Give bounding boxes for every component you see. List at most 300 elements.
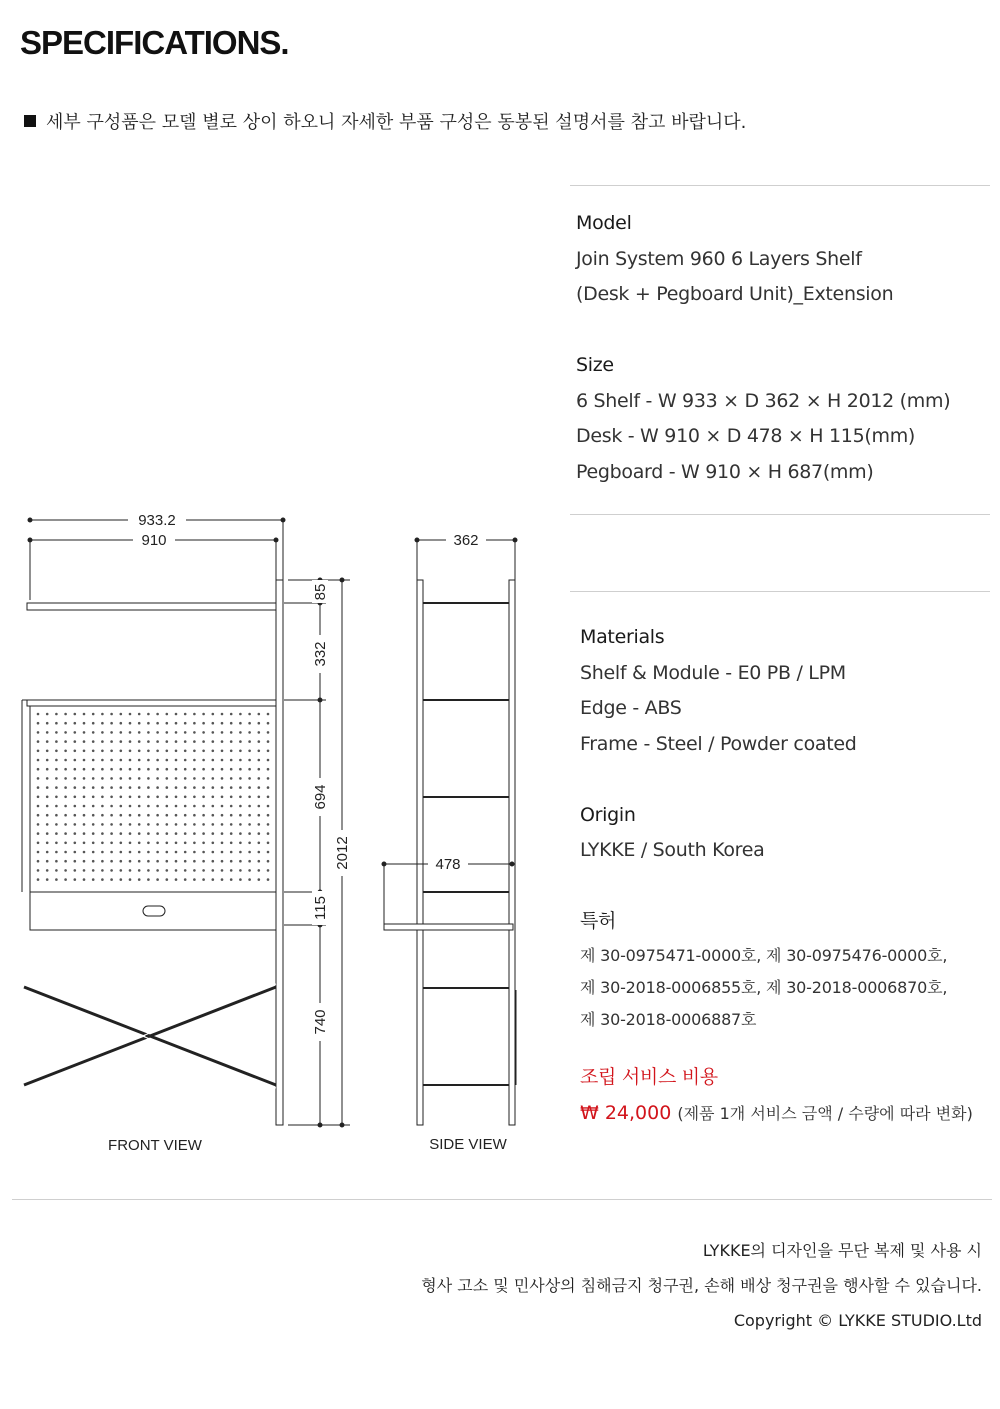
dim-shelf-gap: 332: [312, 641, 329, 667]
pegboard-hole: [156, 814, 159, 817]
pegboard-hole: [46, 731, 49, 734]
pegboard-hole: [230, 860, 233, 863]
pegboard-hole: [37, 823, 40, 826]
pegboard-hole: [212, 860, 215, 863]
pegboard-hole: [230, 823, 233, 826]
pegboard-hole: [46, 814, 49, 817]
pegboard-hole: [37, 832, 40, 835]
pegboard-hole: [120, 740, 123, 743]
pegboard-hole: [55, 805, 58, 808]
pegboard-hole: [147, 740, 150, 743]
pegboard-hole: [230, 740, 233, 743]
pegboard-hole: [202, 832, 205, 835]
pegboard-hole: [156, 740, 159, 743]
pegboard-hole: [202, 878, 205, 881]
pegboard-hole: [221, 768, 224, 771]
pegboard-hole: [202, 777, 205, 780]
pegboard-hole: [55, 878, 58, 881]
pegboard-hole: [83, 731, 86, 734]
pegboard-hole: [46, 777, 49, 780]
pegboard-hole: [193, 750, 196, 753]
divider: [570, 514, 990, 515]
pegboard-hole: [212, 878, 215, 881]
pegboard-hole: [129, 722, 132, 725]
pegboard-hole: [120, 869, 123, 872]
pegboard-hole: [221, 823, 224, 826]
pegboard-hole: [258, 759, 261, 762]
pegboard-hole: [156, 805, 159, 808]
pegboard-hole: [64, 860, 67, 863]
pegboard-hole: [120, 777, 123, 780]
pegboard-hole: [64, 869, 67, 872]
pegboard-hole: [92, 768, 95, 771]
pegboard-hole: [55, 832, 58, 835]
pegboard-hole: [193, 768, 196, 771]
pegboard-hole: [230, 878, 233, 881]
pegboard-hole: [37, 842, 40, 845]
pegboard-hole: [248, 823, 251, 826]
pegboard-hole: [64, 814, 67, 817]
pegboard-hole: [110, 768, 113, 771]
pegboard-hole: [166, 814, 169, 817]
pegboard-hole: [83, 823, 86, 826]
pegboard-hole: [193, 842, 196, 845]
pegboard-hole: [184, 842, 187, 845]
pegboard-hole: [184, 832, 187, 835]
pegboard-hole: [267, 878, 270, 881]
pegboard-hole: [221, 878, 224, 881]
pegboard-hole: [166, 713, 169, 716]
pegboard-hole: [101, 777, 104, 780]
dim-desk-depth: 478: [435, 856, 461, 873]
pegboard-hole: [129, 823, 132, 826]
page-title: SPECIFICATIONS.: [20, 24, 289, 61]
pegboard-hole: [83, 878, 86, 881]
pegboard-hole: [156, 860, 159, 863]
pegboard-hole: [46, 851, 49, 854]
pegboard-hole: [147, 851, 150, 854]
pegboard-hole: [129, 731, 132, 734]
pegboard-hole: [202, 768, 205, 771]
pegboard-hole: [101, 851, 104, 854]
pegboard-hole: [193, 759, 196, 762]
pegboard-hole: [221, 860, 224, 863]
pegboard-hole: [184, 805, 187, 808]
pegboard-hole: [147, 768, 150, 771]
pegboard-hole: [202, 722, 205, 725]
pegboard-hole: [37, 860, 40, 863]
pegboard-hole: [156, 823, 159, 826]
pegboard-hole: [230, 832, 233, 835]
pegboard-hole: [212, 777, 215, 780]
pegboard-hole: [120, 786, 123, 789]
pegboard-hole: [101, 814, 104, 817]
pegboard-hole: [221, 851, 224, 854]
pegboard-hole: [212, 823, 215, 826]
pegboard-hole: [175, 731, 178, 734]
pegboard-hole: [138, 823, 141, 826]
pegboard-hole: [258, 832, 261, 835]
pegboard-hole: [202, 740, 205, 743]
pegboard-hole: [202, 759, 205, 762]
pegboard-hole: [239, 814, 242, 817]
pegboard-hole: [147, 750, 150, 753]
pegboard-hole: [74, 759, 77, 762]
pegboard-hole: [92, 713, 95, 716]
pegboard-hole: [166, 731, 169, 734]
pegboard-hole: [248, 814, 251, 817]
pegboard-hole: [230, 722, 233, 725]
pegboard-hole: [92, 731, 95, 734]
technical-drawing: [0, 500, 560, 1170]
pegboard-hole: [138, 750, 141, 753]
pegboard-hole: [120, 722, 123, 725]
pegboard-hole: [138, 805, 141, 808]
pegboard-hole: [184, 869, 187, 872]
pegboard-hole: [239, 740, 242, 743]
pegboard-hole: [83, 722, 86, 725]
pegboard-hole: [92, 860, 95, 863]
pegboard-hole: [175, 842, 178, 845]
pegboard-hole: [193, 786, 196, 789]
pegboard-hole: [37, 740, 40, 743]
pegboard-hole: [239, 860, 242, 863]
pegboard-hole: [184, 796, 187, 799]
pegboard-hole: [202, 869, 205, 872]
pegboard-hole: [166, 768, 169, 771]
pegboard-hole: [175, 740, 178, 743]
pegboard-hole: [230, 768, 233, 771]
pegboard-hole: [64, 722, 67, 725]
pegboard-hole: [156, 713, 159, 716]
pegboard-hole: [248, 842, 251, 845]
divider: [570, 185, 990, 186]
pegboard-hole: [202, 786, 205, 789]
pegboard-hole: [74, 832, 77, 835]
pegboard-hole: [46, 722, 49, 725]
service-price: ₩ 24,000: [580, 1102, 672, 1124]
pegboard-hole: [184, 860, 187, 863]
pegboard-hole: [55, 851, 58, 854]
pegboard-hole: [37, 722, 40, 725]
pegboard-hole: [129, 832, 132, 835]
pegboard-hole: [37, 851, 40, 854]
pegboard-hole: [248, 786, 251, 789]
pegboard-hole: [212, 740, 215, 743]
pegboard-hole: [46, 786, 49, 789]
square-bullet-icon: [24, 115, 36, 127]
pegboard-hole: [55, 823, 58, 826]
pegboard-hole: [120, 713, 123, 716]
pegboard-hole: [101, 860, 104, 863]
pegboard-hole: [221, 796, 224, 799]
pegboard-hole: [147, 786, 150, 789]
pegboard-hole: [74, 740, 77, 743]
footer-line: LYKKE의 디자인을 무단 복제 및 사용 시: [702, 1241, 982, 1260]
pegboard-hole: [129, 805, 132, 808]
pegboard-hole: [175, 750, 178, 753]
pegboard-hole: [202, 750, 205, 753]
materials-line: Shelf & Module - E0 PB / LPM: [580, 661, 846, 684]
pegboard-hole: [147, 722, 150, 725]
pegboard-hole: [120, 814, 123, 817]
service-heading: 조립 서비스 비용: [580, 1065, 718, 1088]
pegboard-hole: [92, 722, 95, 725]
pegboard-hole: [101, 878, 104, 881]
pegboard-hole: [258, 768, 261, 771]
pegboard-hole: [64, 832, 67, 835]
pegboard-hole: [92, 832, 95, 835]
pegboard-hole: [248, 750, 251, 753]
pegboard-hole: [156, 851, 159, 854]
dim-depth: 362: [453, 532, 479, 549]
pegboard-hole: [129, 713, 132, 716]
pegboard-hole: [92, 777, 95, 780]
pegboard-hole: [138, 832, 141, 835]
pegboard-hole: [83, 814, 86, 817]
pegboard-hole: [129, 786, 132, 789]
pegboard-hole: [101, 842, 104, 845]
pegboard-hole: [166, 842, 169, 845]
pegboard-hole: [110, 878, 113, 881]
pegboard-hole: [101, 786, 104, 789]
pegboard-hole: [175, 713, 178, 716]
pegboard-hole: [212, 759, 215, 762]
patent-line: 제 30-2018-0006855호, 제 30-2018-0006870호,: [580, 977, 948, 997]
pegboard-hole: [120, 851, 123, 854]
pegboard-hole: [202, 823, 205, 826]
pegboard-hole: [74, 805, 77, 808]
footer-notice: [421, 1233, 982, 1338]
pegboard-hole: [55, 768, 58, 771]
pegboard-hole: [83, 832, 86, 835]
pegboard-hole: [258, 869, 261, 872]
pegboard-hole: [212, 750, 215, 753]
patent-line: 제 30-0975471-0000호, 제 30-0975476-0000호,: [580, 945, 948, 965]
pegboard-hole: [147, 823, 150, 826]
pegboard-hole: [267, 768, 270, 771]
pegboard-hole: [184, 786, 187, 789]
pegboard-hole: [138, 777, 141, 780]
pegboard-hole: [55, 814, 58, 817]
pegboard-hole: [230, 805, 233, 808]
pegboard-hole: [110, 842, 113, 845]
pegboard-hole: [212, 722, 215, 725]
pegboard-hole: [193, 731, 196, 734]
pegboard-hole: [184, 740, 187, 743]
pegboard-hole: [193, 814, 196, 817]
pegboard-hole: [166, 851, 169, 854]
pegboard-hole: [74, 869, 77, 872]
pegboard-hole: [166, 740, 169, 743]
pegboard-hole: [83, 851, 86, 854]
pegboard-hole: [101, 722, 104, 725]
pegboard-hole: [46, 759, 49, 762]
spec-bottom: [580, 620, 973, 1132]
pegboard-hole: [92, 740, 95, 743]
pegboard-hole: [138, 869, 141, 872]
pegboard-hole: [267, 869, 270, 872]
pegboard-hole: [138, 878, 141, 881]
pegboard-hole: [64, 851, 67, 854]
pegboard-hole: [248, 777, 251, 780]
pegboard-hole: [74, 823, 77, 826]
pegboard-hole: [83, 768, 86, 771]
pegboard-hole: [101, 805, 104, 808]
pegboard-hole: [175, 768, 178, 771]
pegboard-hole: [175, 878, 178, 881]
divider: [570, 591, 990, 592]
pegboard-hole: [74, 814, 77, 817]
pegboard-hole: [193, 832, 196, 835]
pegboard-hole: [156, 750, 159, 753]
pegboard-hole: [147, 832, 150, 835]
pegboard-hole: [193, 878, 196, 881]
pegboard-hole: [248, 805, 251, 808]
pegboard-hole: [212, 842, 215, 845]
pegboard-hole: [46, 869, 49, 872]
pegboard-hole: [166, 805, 169, 808]
pegboard-hole: [110, 777, 113, 780]
pegboard-hole: [64, 805, 67, 808]
notice-text: 세부 구성품은 모델 별로 상이 하오니 자세한 부품 구성은 동봉된 설명서를 참고 바랍니다.: [46, 112, 747, 133]
pegboard-hole: [37, 869, 40, 872]
pegboard-hole: [239, 713, 242, 716]
pegboard-hole: [101, 768, 104, 771]
pegboard-hole: [55, 740, 58, 743]
pegboard-hole: [258, 814, 261, 817]
pegboard-hole: [193, 860, 196, 863]
pegboard-hole: [202, 796, 205, 799]
pegboard-hole: [166, 750, 169, 753]
pegboard-hole: [129, 768, 132, 771]
pegboard-hole: [147, 878, 150, 881]
pegboard-hole: [248, 740, 251, 743]
pegboard-hole: [212, 786, 215, 789]
pegboard-hole: [239, 823, 242, 826]
pegboard-hole: [212, 796, 215, 799]
pegboard-hole: [193, 823, 196, 826]
pegboard-hole: [166, 832, 169, 835]
pegboard-hole: [156, 842, 159, 845]
pegboard-hole: [184, 768, 187, 771]
pegboard-hole: [64, 740, 67, 743]
pegboard-hole: [156, 832, 159, 835]
pegboard-hole: [120, 860, 123, 863]
pegboard-hole: [147, 796, 150, 799]
pegboard-hole: [184, 713, 187, 716]
pegboard-hole: [74, 860, 77, 863]
pegboard-hole: [156, 869, 159, 872]
pegboard-hole: [129, 851, 132, 854]
pegboard-hole: [202, 814, 205, 817]
model-heading: Model: [576, 212, 632, 234]
pegboard-hole: [147, 869, 150, 872]
pegboard-hole: [64, 878, 67, 881]
pegboard-hole: [258, 796, 261, 799]
pegboard-hole: [64, 750, 67, 753]
pegboard-hole: [120, 832, 123, 835]
pegboard-hole: [175, 786, 178, 789]
pegboard-hole: [92, 878, 95, 881]
pegboard-hole: [92, 851, 95, 854]
pegboard-hole: [212, 832, 215, 835]
pegboard-hole: [193, 805, 196, 808]
pegboard-hole: [64, 777, 67, 780]
pegboard-hole: [138, 851, 141, 854]
pegboard-hole: [74, 731, 77, 734]
pegboard-hole: [92, 814, 95, 817]
pegboard-hole: [156, 768, 159, 771]
pegboard-hole: [258, 740, 261, 743]
pegboard-hole: [83, 796, 86, 799]
pegboard-hole: [74, 713, 77, 716]
pegboard-hole: [46, 860, 49, 863]
pegboard-hole: [221, 731, 224, 734]
pegboard-hole: [46, 713, 49, 716]
pegboard-hole: [239, 759, 242, 762]
pegboard-hole: [175, 814, 178, 817]
pegboard-hole: [239, 768, 242, 771]
pegboard-hole: [129, 842, 132, 845]
pegboard-hole: [37, 814, 40, 817]
pegboard-hole: [248, 869, 251, 872]
pegboard-hole: [129, 759, 132, 762]
pegboard-hole: [239, 731, 242, 734]
pegboard-hole: [184, 878, 187, 881]
pegboard-hole: [129, 878, 132, 881]
pegboard-hole: [110, 860, 113, 863]
pegboard-hole: [101, 750, 104, 753]
pegboard-hole: [258, 713, 261, 716]
pegboard-hole: [230, 814, 233, 817]
pegboard-hole: [101, 869, 104, 872]
pegboard-hole: [138, 740, 141, 743]
size-line: Pegboard - W 910 × H 687(mm): [576, 460, 874, 483]
pegboard-hole: [267, 796, 270, 799]
pegboard-hole: [258, 823, 261, 826]
pegboard-hole: [239, 842, 242, 845]
pegboard-hole: [110, 740, 113, 743]
pegboard-hole: [120, 796, 123, 799]
pegboard-hole: [258, 805, 261, 808]
pegboard-hole: [74, 851, 77, 854]
pegboard-hole: [83, 740, 86, 743]
dim-inner-width: 910: [141, 532, 167, 549]
pegboard-hole: [267, 832, 270, 835]
pegboard-hole: [74, 768, 77, 771]
pegboard-hole: [267, 860, 270, 863]
pegboard-hole: [74, 722, 77, 725]
pegboard-hole: [83, 713, 86, 716]
pegboard-hole: [267, 842, 270, 845]
model-line: (Desk + Pegboard Unit)_Extension: [576, 283, 894, 305]
pegboard-hole: [83, 842, 86, 845]
pegboard-hole: [147, 860, 150, 863]
side-view-label: SIDE VIEW: [429, 1136, 507, 1153]
pegboard-hole: [92, 796, 95, 799]
pegboard-hole: [46, 796, 49, 799]
pegboard-hole: [156, 878, 159, 881]
pegboard-hole: [46, 768, 49, 771]
pegboard-hole: [120, 759, 123, 762]
pegboard-hole: [267, 851, 270, 854]
pegboard-hole: [193, 851, 196, 854]
pegboard-hole: [258, 860, 261, 863]
spec-top: [576, 206, 950, 490]
pegboard-hole: [83, 786, 86, 789]
pegboard-hole: [221, 713, 224, 716]
